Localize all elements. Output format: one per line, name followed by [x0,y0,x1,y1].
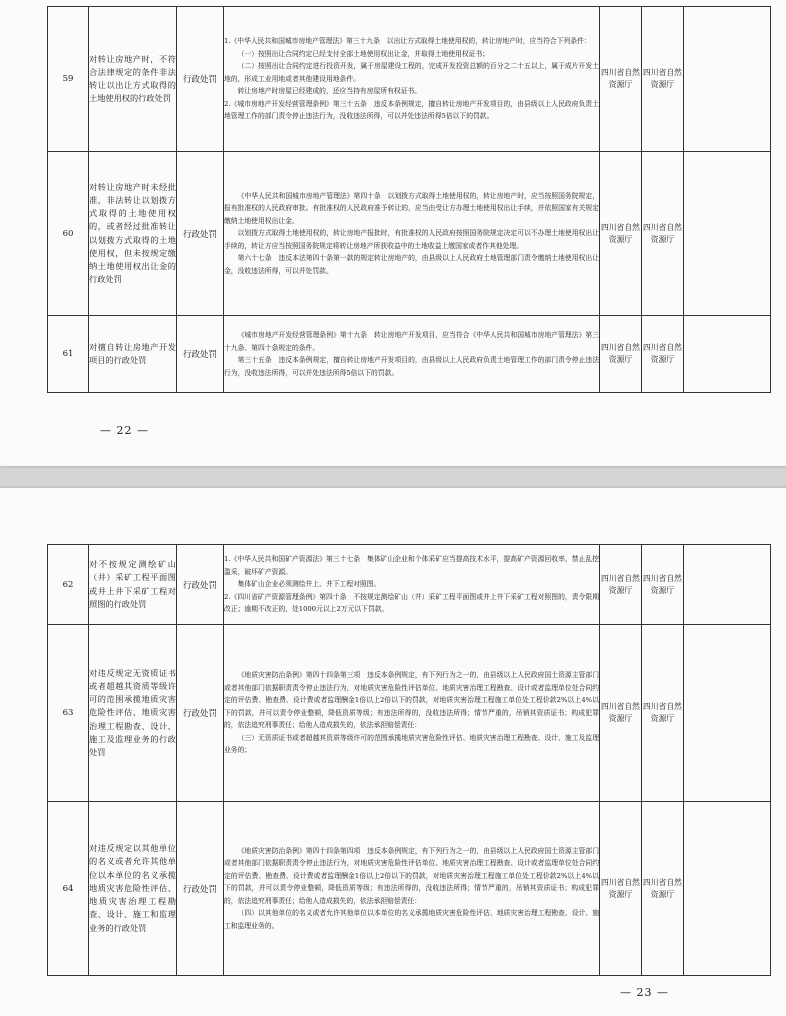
item-type: 行政处罚 [177,7,224,152]
item-type: 行政处罚 [177,316,224,393]
legal-basis [224,802,600,976]
item-name: 对违反规定无资质证书或者超越其资质等级许可的范围承揽地质灾害危险性评估、地质灾害治理工程勘查、设计、施工及监理业务的行政处罚 [89,625,177,802]
basis-paragraph: 第六十七条 违反本法第四十条第一款的规定转让房地产的，由县级以上人民政府土地管理部门责令缴纳土地使用权出让金，没收违法所得，可以并处罚款。 [224,254,599,275]
item-name: 对擅自转让房地产开发项目的行政处罚 [89,316,177,393]
basis-paragraph: 以划拨方式取得土地使用权的，转让房地产报批时，有批准权的人民政府按照国务院规定决定可以不办理土地使用权出让手续的，转让方应当按照国务院规定将转让房地产所获收益中的土地收益上缴国家或者作其他处理。 [224,229,599,250]
implementing-department: 四川省自然资源厅 [600,545,642,625]
page-number: — 22 — [100,424,149,437]
remarks-cell [684,316,771,393]
page-number: — 23 — [620,986,669,999]
basis-paragraph: 《城市房地产开发经营管理条例》第十九条 转让房地产开发项目，应当符合《中华人民共和国城市房地产管理法》第三十九条、第四十条规定的条件。 [224,331,599,352]
item-type: 行政处罚 [177,152,224,316]
table-row [48,545,771,625]
table-row [48,625,771,802]
implementing-department: 四川省自然资源厅 [600,152,642,316]
legal-basis [224,7,600,152]
row-number: 64 [48,802,89,976]
table-row [48,802,771,976]
remarks-cell [684,152,771,316]
legal-basis [224,625,600,802]
document-page-22 [0,0,786,466]
document-page-23 [0,488,786,1016]
table-row [48,7,771,152]
basis-paragraph: （二）按照出让合同约定进行投资开发，属于房屋建设工程的，完成开发投资总额的百分之二十五以上，属于成片开发土地的，形成工业用地或者其他建设用地条件。 [224,62,599,83]
remarks-cell [684,7,771,152]
legal-basis [224,316,600,393]
row-number: 60 [48,152,89,316]
legal-basis [224,545,600,625]
responsible-department: 四川省自然资源厅 [642,316,684,393]
basis-paragraph: 第三十五条 违反本条例规定，擅自转让房地产开发项目的，由县级以上人民政府负责土地管理工作的部门责令停止违法行为，没收违法所得，可以并处违法所得5倍以下的罚款。 [224,356,599,377]
basis-paragraph: 2.《四川省矿产资源管理条例》第四十条 不按规定测绘矿山（井）采矿工程平面图或井上井下采矿工程对照图的，责令限期改正；逾期不改正的，处1000元以上2万元以下罚款。 [224,592,599,614]
table-row [48,316,771,393]
legal-basis [224,152,600,316]
basis-paragraph: （三）无资质证书或者超越其资质等级许可的范围承揽地质灾害危险性评估、地质灾害治理工程勘查、设计、施工及监理业务的； [224,733,599,755]
basis-paragraph: 《地质灾害防治条例》第四十四条第三项 违反本条例规定，有下列行为之一的，由县级以上人民政府国土资源主管部门或者其他部门依据职责责令停止违法行为，对地质灾害危险性评估单位、地质灾害治理工程勘查、设计或者监理单位处合同约定的评估费、勘查费、设计费或者监理酬金1倍以上2倍以下的罚款，对地质灾害治理工程施工单位处工程价款2%以上4%以下的罚款，并可以责令停业整顿，降低资质等级；有违法所得的，没收违法所得；情节严重的，吊销其资质证书；构成犯罪的，依法追究刑事责任；给他人造成损失的，依法承担赔偿责任： [224,671,599,730]
penalty-table [47,6,771,393]
basis-paragraph: 2.《城市房地产开发经营管理条例》第三十五条 违反本条例规定，擅自转让房地产开发项目的，由县级以上人民政府负责土地管理工作的部门责令停止违法行为，没收违法所得，可以并处违法所得5倍以下的罚款。 [224,99,599,121]
basis-paragraph: 《中华人民共和国城市房地产管理法》第四十条 以划拨方式取得土地使用权的，转让房地产时，应当按照国务院规定，报有批准权的人民政府审批。有批准权的人民政府准予转让的，应当由受让方办理土地使用权出让手续，并依照国家有关规定缴纳土地使用权出让金。 [224,191,599,225]
basis-paragraph: 《地质灾害防治条例》第四十四条第四项 违反本条例规定，有下列行为之一的，由县级以上人民政府国土资源主管部门或者其他部门依据职责责令停止违法行为，对地质灾害危险性评估单位、地质灾害治理工程勘查、设计或者监理单位处合同约定的评估费、勘查费、设计费或者监理酬金1倍以上2倍以下的罚款，对地质灾害治理工程施工单位处工程价款2%以上4%以下的罚款，并可以责令停业整顿，降低资质等级；有违法所得的，没收违法所得；情节严重的，吊销其资质证书；构成犯罪的，依法追究刑事责任；给他人造成损失的，依法承担赔偿责任： [224,846,599,905]
table-row [48,152,771,316]
basis-paragraph: （四）以其他单位的名义或者允许其他单位以本单位的名义承揽地质灾害危险性评估、地质灾害治理工程勘查、设计、施工和监理业务的。 [224,909,599,930]
row-number: 59 [48,7,89,152]
implementing-department: 四川省自然资源厅 [600,7,642,152]
item-type: 行政处罚 [177,545,224,625]
responsible-department: 四川省自然资源厅 [642,7,684,152]
item-name: 对违反规定以其他单位的名义或者允许其他单位以本单位的名义承揽地质灾害危险性评估、地质灾害治理工程勘查、设计、施工和监理业务的行政处罚 [89,802,177,976]
basis-paragraph: 集体矿山企业必须测绘井上、井下工程对照图。 [237,580,381,589]
item-name: 对转让房地产时未经批准，非法转让以划拨方式取得的土地使用权的，或者经过批准转让以划拨方式取得的土地使用权，但未按规定缴纳土地使用权出让金的行政处罚 [89,152,177,316]
basis-paragraph: 转让房地产时房屋已经建成的，还应当持有房屋所有权证书。 [237,87,422,96]
responsible-department: 四川省自然资源厅 [642,545,684,625]
responsible-department: 四川省自然资源厅 [642,802,684,976]
row-number: 61 [48,316,89,393]
item-type: 行政处罚 [177,625,224,802]
row-number: 63 [48,625,89,802]
responsible-department: 四川省自然资源厅 [642,152,684,316]
remarks-cell [684,802,771,976]
implementing-department: 四川省自然资源厅 [600,802,642,976]
implementing-department: 四川省自然资源厅 [600,625,642,802]
row-number: 62 [48,545,89,625]
remarks-cell [684,545,771,625]
basis-paragraph: （一）按照出让合同约定已经支付全部土地使用权出让金，并取得土地使用权证书； [237,49,490,58]
implementing-department: 四川省自然资源厅 [600,316,642,393]
item-type: 行政处罚 [177,802,224,976]
item-name: 对转让房地产时，不符合法律规定的条件非法转让以出让方式取得的土地使用权的行政处罚 [89,7,177,152]
item-name: 对不按规定测绘矿山（井）采矿工程平面图或井上井下采矿工程对照图的行政处罚 [89,545,177,625]
penalty-table [47,544,771,976]
remarks-cell [684,625,771,802]
basis-paragraph: 1.《中华人民共和国矿产资源法》第三十七条 集体矿山企业和个体采矿应当提高技术水平，提高矿产资源回收率，禁止乱挖滥采，破坏矿产资源。 [224,555,599,576]
responsible-department: 四川省自然资源厅 [642,625,684,802]
basis-paragraph: 1.《中华人民共和国城市房地产管理法》第三十九条 以出让方式取得土地使用权的，转让房地产时，应当符合下列条件： [224,37,591,46]
